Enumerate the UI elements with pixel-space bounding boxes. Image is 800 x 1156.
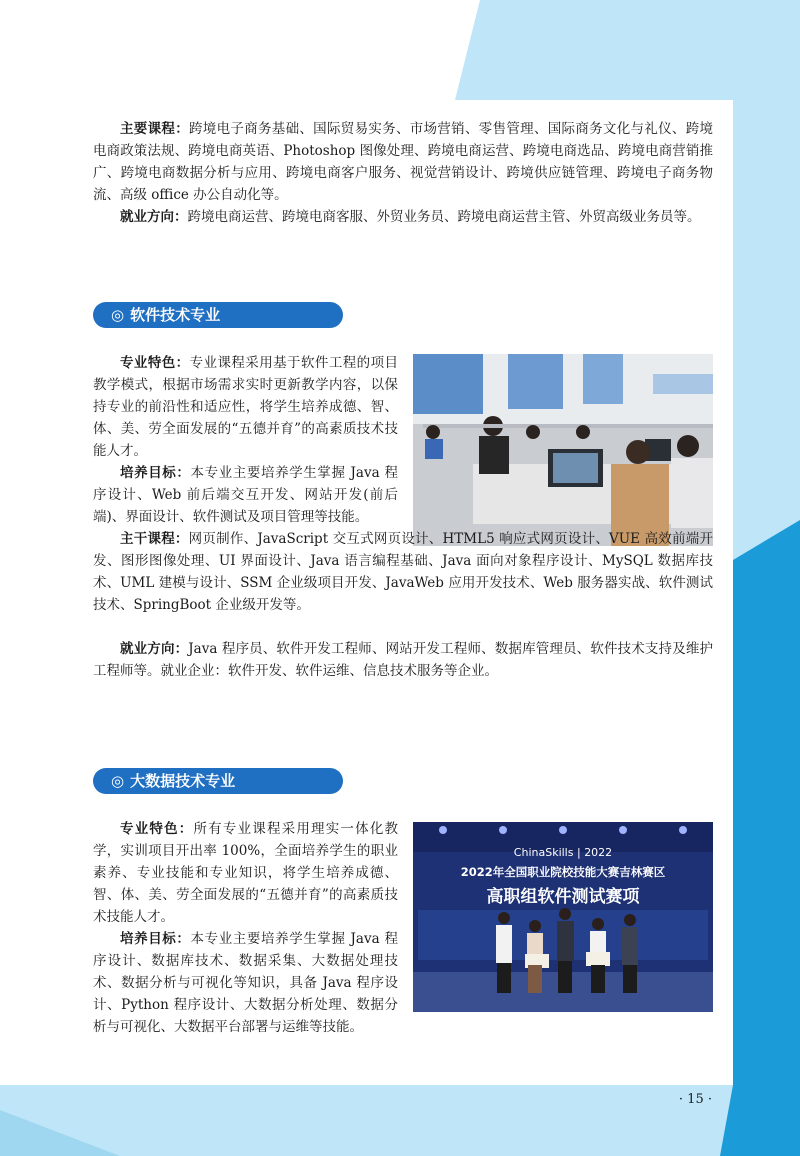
photo-headline-2: 高职组软件测试赛项: [486, 887, 640, 907]
bigdata-feature-paragraph: 专业特色：所有专业课程采用理实一体化教学，实训项目开出率 100%，全面培养学生的职业素养、专业技能和专业知识，将学生培养成德、智、体、美、劳全面发展的“五德并育”的高素质技术技能人才。: [93, 821, 399, 925]
software-career-paragraph: 就业方向：Java 程序员、软件开发工程师、网站开发工程师、数据库管理员、软件技术支持及维护工程师等。就业企业：软件开发、软件运维、信息技术服务等企业。: [93, 641, 713, 679]
photo-headline-1: 2022年全国职业院校技能大赛吉林赛区: [460, 865, 666, 879]
prev-career-paragraph: 就业方向：跨境电商运营、跨境电商客服、外贸业务员、跨境电商运营主管、外贸高级业务员等。: [120, 209, 701, 225]
prev-courses-paragraph: 主要课程：跨境电子商务基础、国际贸易实务、市场营销、零售管理、国际商务文化与礼仪、跨境电商政策法规、跨境电商英语、Photoshop 图像处理、跨境电商运营、跨境电商选品、跨境电商营销推广、跨境电商数据分析与应用、跨境电商客户服务、视觉营销设计、跨境供应链管理、跨境电子商务物流、高级 office 办公自动化等。: [93, 121, 714, 203]
page-number: · 15 ·: [678, 1092, 712, 1107]
ring-icon: ◎: [111, 772, 125, 790]
software-goal-paragraph: 培养目标：本专业主要培养学生掌握 Java 程序设计、Web 前后端交互开发、网站开发(前后端)、界面设计、软件测试及项目管理等技能。: [93, 465, 399, 525]
bigdata-section-heading: ◎ 大数据技术专业: [93, 768, 343, 794]
computer-lab-photo: [413, 354, 713, 546]
photo-logo: ChinaSkills | 2022: [513, 846, 613, 859]
software-section-heading: ◎ 软件技术专业: [93, 302, 343, 328]
competition-photo: [413, 822, 713, 1012]
software-courses-paragraph: 主干课程：网页制作、JavaScript 交互式网页设计、HTML5 响应式网页设计、VUE 高效前端开发、图形图像处理、UI 界面设计、Java 语言编程基础、Java 面向对象程序设计、MySQL 数据库技术、UML 建模与设计、SSM 企业级项目开发、JavaWeb 应用开发技术、Web 服务器实战、软件测试技术、SpringBoot 企业级开发等。: [93, 531, 713, 613]
ring-icon: ◎: [111, 306, 125, 324]
software-feature-paragraph: 专业特色：专业课程采用基于软件工程的项目教学模式，根据市场需求实时更新教学内容，以保持专业的前沿性和适应性，将学生培养成德、智、体、美、劳全面发展的“五德并育”的高素质技术技能人才。: [93, 355, 399, 459]
bigdata-goal-paragraph: 培养目标：本专业主要培养学生掌握 Java 程序设计、数据库技术、数据采集、大数据处理技术、数据分析与可视化等知识，具备 Java 程序设计、Python 程序设计、大数据分析处理、数据分析与可视化、大数据平台部署与运维等技能。: [93, 931, 399, 1035]
